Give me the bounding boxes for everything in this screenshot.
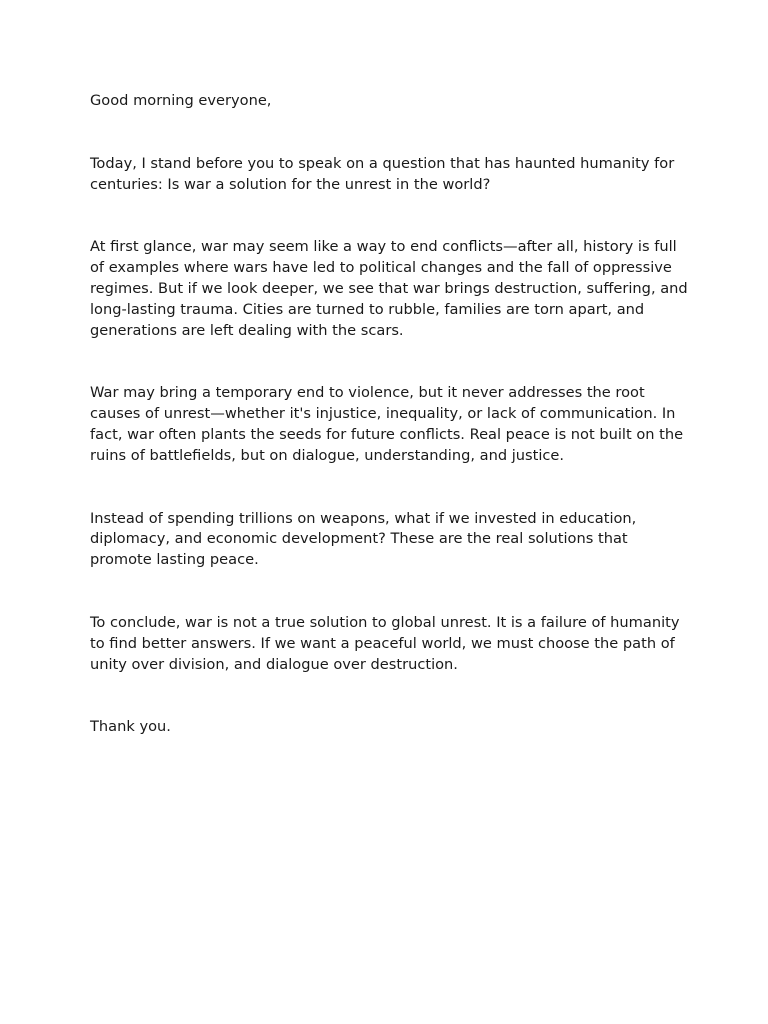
paragraph-conclusion: To conclude, war is not a true solution to global unrest. It is a failure of humanity to find better answers. If we want a peaceful world, we must choose the path of unity over division, and dialogue over destruction. — [90, 613, 680, 673]
paragraph-investment: Instead of spending trillions on weapons, what if we invested in education, diplomacy, and economic development? These are the real solutions that promote lasting peace. — [90, 509, 637, 569]
paragraph-introduction: Today, I stand before you to speak on a question that has haunted humanity for centuries: Is war a solution for the unrest in the world? — [90, 154, 675, 193]
document-body — [90, 91, 690, 738]
paragraph-first-glance: At first glance, war may seem like a way to end conflicts—after all, history is full of examples where wars have led to political changes and the fall of oppressive regimes. But if we look deeper, we see that war brings destruction, suffering, and long-lasting trauma. Cities are turned to rubble, families are torn apart, and generations are left dealing with the scars. — [90, 238, 688, 339]
paragraph-greeting: Good morning everyone, — [90, 92, 272, 109]
paragraph-root-causes: War may bring a temporary end to violence, but it never addresses the root causes of unrest—whether it's injustice, inequality, or lack of communication. In fact, war often plants the seeds for future conflicts. Real peace is not built on the ruins of battlefields, but on dialogue, understanding, and justice. — [90, 384, 684, 464]
paragraph-closing: Thank you. — [90, 718, 171, 736]
